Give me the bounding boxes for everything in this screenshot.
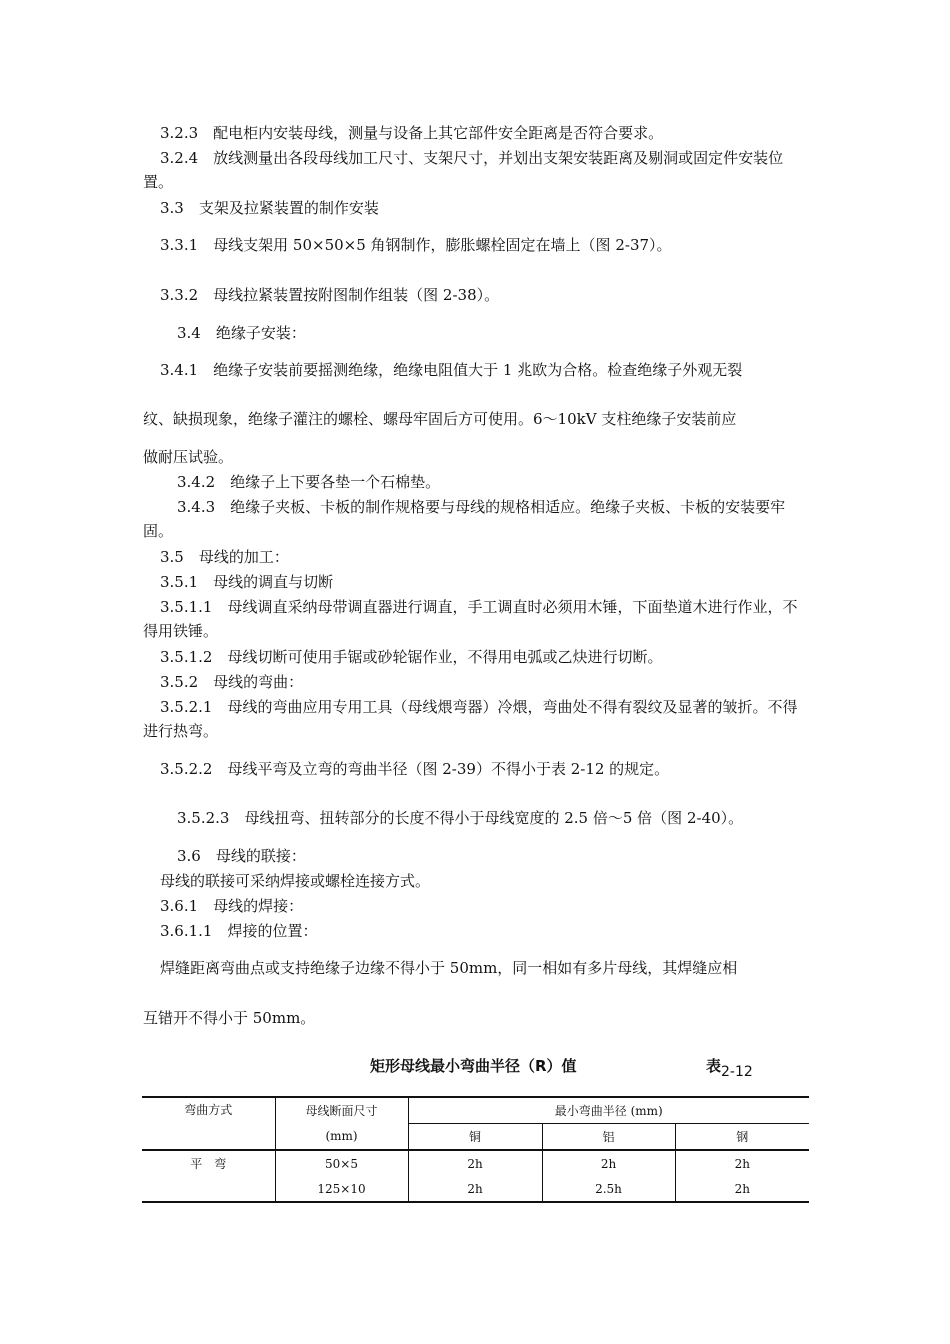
paragraph-3-5-1-2: 3.5.1.2 母线切断可使用手锯或砂轮锯作业，不得用电弧或乙炔进行切断。: [160, 648, 663, 666]
cell-copper: 2h: [408, 1150, 542, 1176]
cell-method: [142, 1176, 275, 1202]
cell-steel: 2h: [675, 1176, 809, 1202]
heading-3-5-1: 3.5.1 母线的调直与切断: [160, 573, 334, 591]
table-number: [706, 1055, 753, 1080]
cell-steel: 2h: [675, 1150, 809, 1176]
table-number-prefix: 表: [706, 1057, 722, 1075]
paragraph-3-4-1-line1: 3.4.1 绝缘子安装前要摇测绝缘，绝缘电阻值大于 1 兆欧为合格。检查绝缘子外观无裂: [160, 361, 743, 379]
heading-3-5: 3.5 母线的加工：: [160, 548, 289, 566]
header-steel: 钢: [675, 1124, 809, 1151]
paragraph-3-3-2: 3.3.2 母线拉紧装置按附图制作组装（图 2-38）。: [160, 286, 500, 304]
table-title: 矩形母线最小弯曲半径（R）值: [370, 1057, 577, 1075]
bend-radius-table: [142, 1096, 809, 1203]
cell-method: 平 弯: [190, 1157, 227, 1171]
header-section-size-line1: 母线断面尺寸: [275, 1097, 408, 1124]
heading-3-6-1: 3.6.1 母线的焊接：: [160, 897, 304, 915]
paragraph-3-6-intro: 母线的联接可采纳焊接或螺栓连接方式。: [160, 872, 431, 890]
heading-3-4: 3.4 绝缘子安装：: [177, 324, 306, 342]
heading-3-6-1-1: 3.6.1.1 焊接的位置：: [160, 922, 318, 940]
header-min-radius: 最小弯曲半径 (mm): [408, 1097, 809, 1124]
header-copper: 铜: [408, 1124, 542, 1151]
paragraph-3-4-1-line3: 做耐压试验。: [143, 448, 234, 466]
cell-aluminum: 2.5h: [542, 1176, 675, 1202]
heading-3-5-2: 3.5.2 母线的弯曲：: [160, 673, 304, 691]
paragraph-3-5-1-1: 3.5.1.1 母线调直采纳母带调直器进行调直，手工调直时必须用木锤，下面垫道木进行作业，不得用铁锤。: [143, 598, 798, 640]
paragraph-3-5-2-1: 3.5.2.1 母线的弯曲应用专用工具（母线煨弯器）冷煨，弯曲处不得有裂纹及显著的皱折。不得进行热弯。: [143, 698, 798, 740]
table-number-value: 2-12: [721, 1064, 753, 1080]
cell-copper: 2h: [408, 1176, 542, 1202]
paragraph-3-4-1-line2: 纹、缺损现象，绝缘子灌注的螺栓、螺母牢固后方可使用。6～10kV 支柱绝缘子安装前应: [143, 410, 737, 428]
header-bend-method: 弯曲方式: [142, 1097, 275, 1150]
header-aluminum: 铝: [542, 1124, 675, 1151]
heading-3-3: 3.3 支架及拉紧装置的制作安装: [160, 199, 379, 217]
paragraph-3-4-2: 3.4.2 绝缘子上下要各垫一个石棉垫。: [177, 473, 441, 491]
paragraph-3-3-1: 3.3.1 母线支架用 50×50×5 角钢制作，膨胀螺栓固定在墙上（图 2-37）。: [160, 236, 672, 254]
heading-3-6: 3.6 母线的联接：: [177, 847, 306, 865]
paragraph-weld-line2: 互错开不得小于 50mm。: [143, 1009, 316, 1027]
cell-size: 50×5: [275, 1150, 408, 1176]
table-row: [142, 1150, 809, 1176]
paragraph-3-4-3: 3.4.3 绝缘子夹板、卡板的制作规格要与母线的规格相适应。绝缘子夹板、卡板的安装要牢固。: [143, 498, 786, 540]
header-section-size-line2: (mm): [275, 1124, 408, 1151]
cell-size: 125×10: [275, 1176, 408, 1202]
paragraph-3-2-4: 3.2.4 放线测量出各段母线加工尺寸、支架尺寸，并划出支架安装距离及剔洞或固定件安装位置。: [143, 149, 784, 191]
cell-aluminum: 2h: [542, 1150, 675, 1176]
paragraph-3-2-3: 3.2.3 配电柜内安装母线，测量与设备上其它部件安全距离是否符合要求。: [160, 124, 664, 142]
table-row: [142, 1176, 809, 1202]
paragraph-3-5-2-3: 3.5.2.3 母线扭弯、扭转部分的长度不得小于母线宽度的 2.5 倍～5 倍（图 2-40）。: [177, 809, 744, 827]
paragraph-weld-line1: 焊缝距离弯曲点或支持绝缘子边缘不得小于 50mm，同一相如有多片母线，其焊缝应相: [160, 959, 738, 977]
paragraph-3-5-2-2: 3.5.2.2 母线平弯及立弯的弯曲半径（图 2-39）不得小于表 2-12 的规定。: [160, 760, 670, 778]
